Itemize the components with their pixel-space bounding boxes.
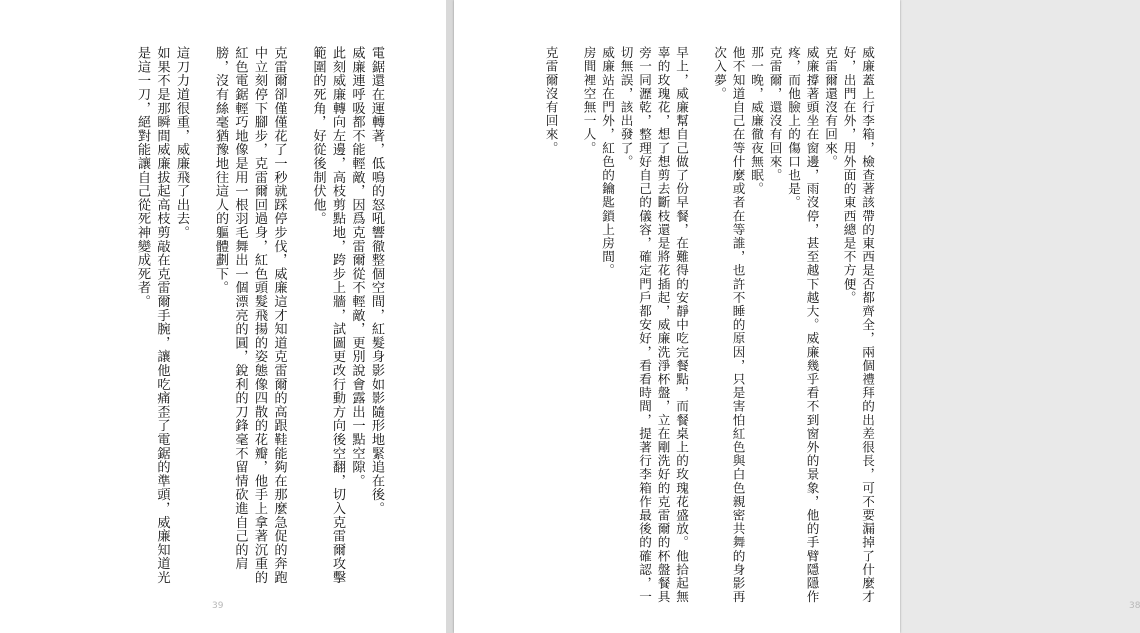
- paragraph-spacer: [690, 46, 710, 606]
- paragraph: 房間裡空無一人。: [581, 46, 597, 155]
- paragraph-spacer: [191, 46, 211, 594]
- paragraph: 他不知道自己在等什麼或者在等誰，也許不睡的原因，只是害怕紅色與白色親密共舞的身影再次入夢。: [712, 46, 746, 604]
- paragraph: 這刀力道很重，威廉飛了出去。: [174, 46, 189, 240]
- page-gutter: [446, 0, 454, 633]
- paragraph: 威廉連呼吸都不能輕敵，因爲克雷爾從不輕敵，更別說會露出一點空隙。: [349, 46, 365, 488]
- paragraph: 那一晚，威廉徹夜無眠。: [749, 46, 764, 196]
- paragraph-spacer: [289, 46, 309, 594]
- paragraph: 威廉站在門外，紅色的鑰匙鎖上房間。: [600, 46, 615, 278]
- paragraph: 此刻威廉轉向左邊，高枝剪點地，跨步上牆，試圖更改行動方向後空翻，切入克雷爾攻擊範圍的死角，好從後制伏他。: [310, 46, 345, 585]
- paragraph: 威廉蓋上行李箱，檢查著該帶的東西是否都齊全，兩個禮拜的出差很長，可不要漏掉了什麼才好，出門在外，用外面的東西總是不方便。: [841, 46, 875, 604]
- paragraph-spacer: [560, 46, 580, 606]
- paragraph: 克雷爾，還沒有回來。: [767, 46, 783, 182]
- page-left-text: [133, 46, 387, 594]
- paragraph: 威廉撐著頭坐在窗邊，雨沒停，甚至越下越大。威廉幾乎看不到窗外的景象，他的手臂隱隱作疼，而他臉上的傷口也是。: [786, 46, 820, 604]
- paragraph: 早上，威廉幫自己做了份早餐，在難得的安靜中吃完餐點，而餐桌上的玫瑰花盛放。他拾起無辜的玫瑰花，想了想剪去斷枝還是將花插起，威廉洗淨杯盤，立在剛洗好的克雷爾的杯盤餐具旁一同瀝乾，整理好自己的儀容，確定門戶都安好，看看時間，提著行李箱作最後的確認，一切無誤，該出發了。: [618, 46, 689, 604]
- paragraph: 克雷爾沒有回來。: [543, 46, 559, 155]
- page-left: [0, 0, 446, 633]
- page-number-left: 39: [212, 601, 224, 611]
- page-right: [454, 0, 1140, 633]
- paragraph: 電鋸還在運轉著，低鳴的怒吼響徹整個空間，紅髮身影如影隨形地緊追在後。: [369, 46, 384, 516]
- page-right-text: [541, 46, 876, 606]
- paragraph: 克雷爾卻僅僅花了一秒就踩停步伐，威廉這才知道克雷爾的高跟鞋能夠在那麼急促的奔跑中立刻停下腳步，克雷爾回過身，紅色頭髮飛揚的姿態像四散的花瓣，他手上拿著沉重的紅色電鋸輕巧地像是用一根羽毛舞出一個漂亮的圓，銳利的刀鋒毫不留情砍進自己的肩膀，沒有絲毫猶豫地往這人的軀體劃下。: [213, 46, 287, 585]
- paragraph: 如果不是那瞬間威廉拔起高枝剪敲在克雷爾手腕，讓他吃痛歪了電鋸的準頭，威廉知道光是這一刀，絕對能讓自己從死神變成死者。: [135, 46, 170, 585]
- page-number-right: 38: [1129, 601, 1140, 611]
- paragraph: 克雷爾還沒有回來。: [823, 46, 838, 169]
